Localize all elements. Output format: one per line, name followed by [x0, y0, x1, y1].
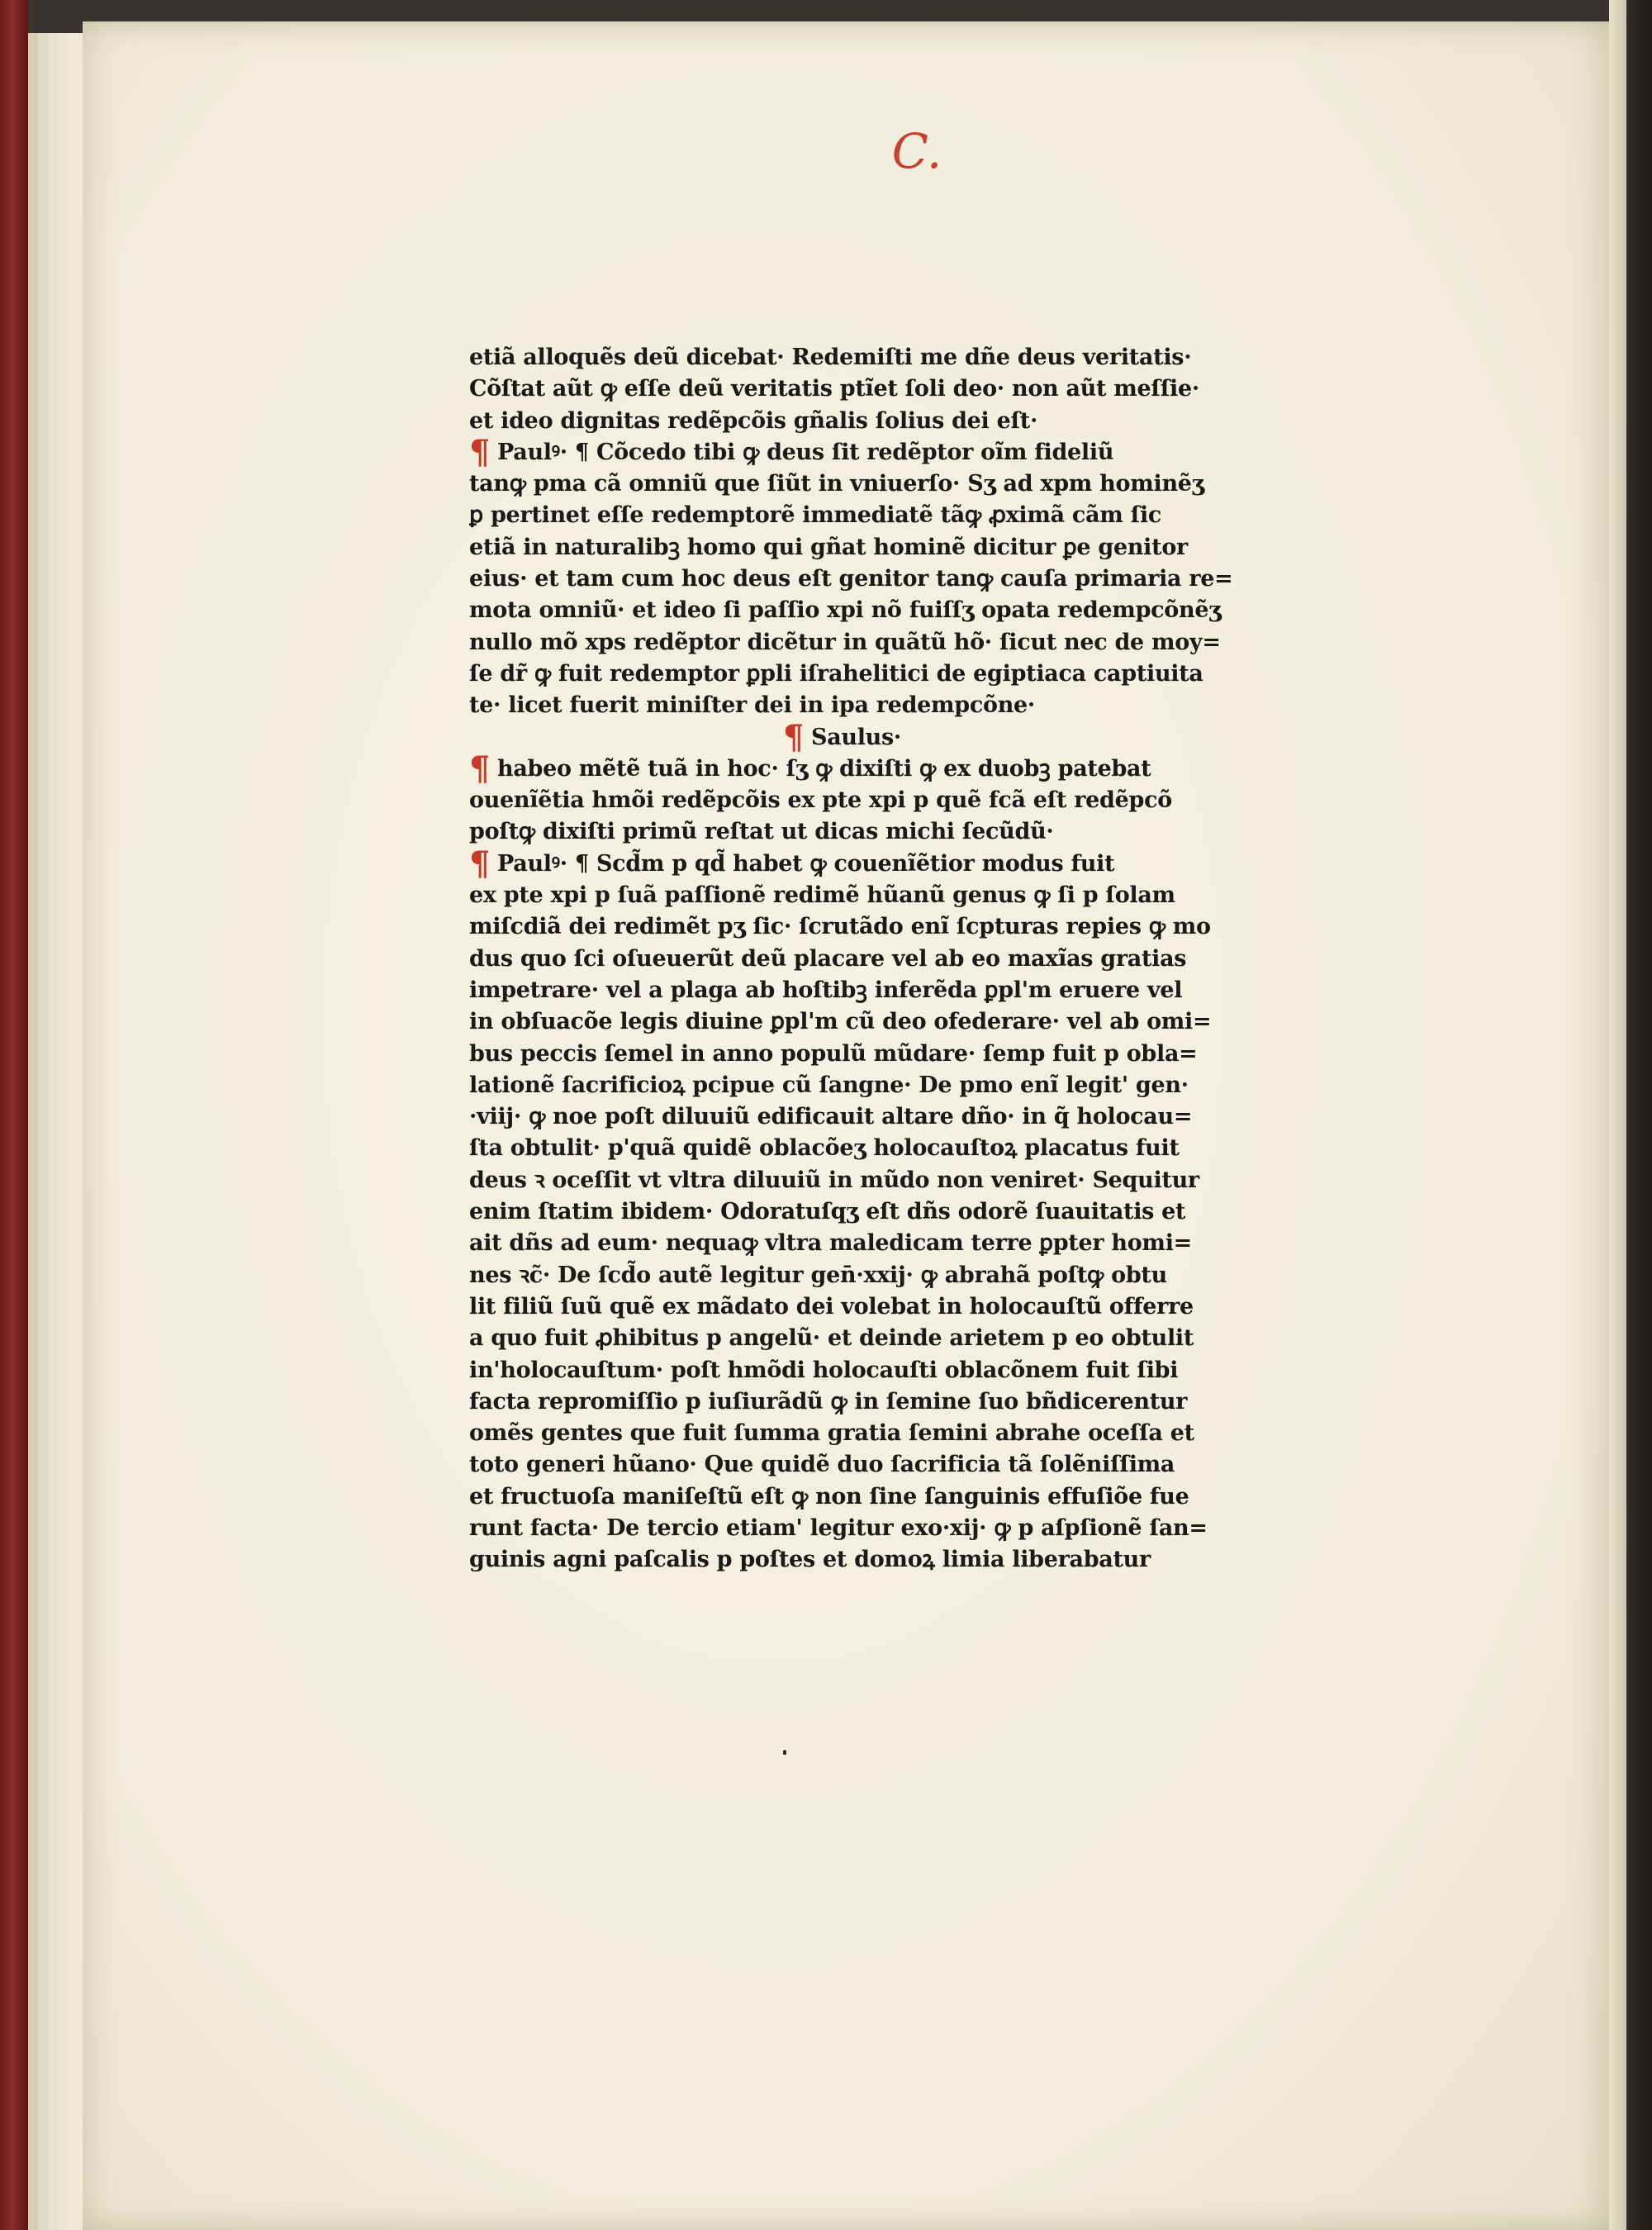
text-line: [469, 1355, 1332, 1386]
text-line-content: tanꝙ pma cã omniũ que ſiũt in vniuerſo· Sʒ ad xpm hominẽʒ: [469, 471, 1204, 497]
text-line-content: Saulus·: [811, 724, 902, 750]
text-line: [469, 563, 1332, 595]
text-line-content: in obſuacõe legis diuine ꝑpl'm cũ deo ofederare· vel ab omi=: [469, 1009, 1212, 1035]
text-line: [469, 1291, 1332, 1323]
text-line-content: ait dñs ad eum· nequaꝙ vltra maledicam terre ꝑpter homi=: [469, 1230, 1192, 1257]
text-line: [469, 1449, 1332, 1481]
text-line-content: toto generi hũano· Que quidẽ duo ſacrificia tã ſolẽniſſima: [469, 1452, 1175, 1478]
text-line-content: mota omniũ· et ideo ſi paſſio xpi nõ fuiſſʒ opata redempcõnẽʒ: [469, 597, 1222, 624]
text-line: [469, 1133, 1332, 1164]
text-line-content: enim ſtatim ibidem· Odoratuſqʒ eſt dñs odorẽ ſuauitatis et: [469, 1199, 1186, 1225]
text-line: [469, 690, 1332, 721]
book-gutter: [1609, 0, 1652, 2230]
text-line-content: etiã in naturalibꝫ homo qui gñat hominẽ dicitur ꝑe genitor: [469, 534, 1188, 560]
text-line-content: poſtꝙ dixiſti primũ reſtat ut dicas michi ſecũdũ·: [469, 819, 1054, 845]
text-line-content: ſe dr̃ ꝙ fuit redemptor ꝑpli iſrahelitici de egiptiaca captiuita: [469, 660, 1203, 687]
text-line: [469, 944, 1332, 975]
text-line: [469, 816, 1332, 848]
text-line-content: etiã alloquẽs deũ dicebat· Redemiſti me dñe deus veritatis·: [469, 345, 1192, 370]
text-line: [469, 1323, 1332, 1354]
text-line: [469, 1196, 1332, 1228]
pilcrow-mark: ¶: [783, 721, 805, 754]
text-line: [469, 1228, 1332, 1259]
text-line: [469, 1039, 1332, 1070]
text-line-content: omẽs gentes que fuit ſumma gratia ſemini abrahe oceſſa et: [469, 1420, 1194, 1447]
text-line-content: et ideo dignitas redẽpcõis gñalis ſolius dei eſt·: [469, 407, 1038, 434]
text-line-content: guinis agni paſcalis p poſtes et domoꝝ limia liberabatur: [469, 1547, 1151, 1573]
text-line-content: Cõſtat aũt ꝙ eſſe deũ veritatis ptĩet ſoli deo· non aũt meſſie·: [469, 376, 1199, 402]
text-line: [469, 1513, 1332, 1544]
text-line-content: ·viij· ꝙ noe poſt diluuiũ edificauit altare dño· in q̃ holocau=: [469, 1104, 1193, 1130]
text-line: [469, 659, 1332, 690]
text-line: [469, 468, 1332, 500]
text-line: [469, 627, 1332, 659]
text-line: [469, 1006, 1332, 1038]
text-line: [469, 1418, 1332, 1449]
text-line-content: ex pte xpi p ſuã paſſionẽ redimẽ hũanũ genus ꝙ ſi p ſolam: [469, 882, 1175, 909]
text-line-content: Paulꝰ· ¶ Cõcedo tibi ꝙ deus ſit redẽptor oĩm fideliũ: [497, 439, 1114, 465]
text-line-content: habeo mẽtẽ tuã in hoc· ſʒ ꝙ dixiſti ꝙ ex duobꝫ patebat: [497, 755, 1151, 782]
text-line-content: lit filiũ ſuũ quẽ ex mãdato dei volebat in holocauſtũ offerre: [469, 1293, 1194, 1319]
ink-mark: [783, 1750, 786, 1755]
text-line: [469, 406, 1332, 437]
text-line: [469, 373, 1332, 405]
text-line: [469, 342, 1332, 373]
text-line-content: impetrare· vel a plaga ab hoſtibꝫ inferẽda ꝑpl'm eruere vel: [469, 977, 1183, 1003]
text-line-content: facta repromiſſio p iuſiurãdũ ꝙ in ſemine ſuo bñdicerentur: [469, 1388, 1188, 1415]
text-line-content: deus ꝛ oceſſit vt vltra diluuiũ in mũdo non veniret· Sequitur: [469, 1167, 1199, 1193]
text-line-content: lationẽ ſacrificioꝝ pcipue cũ ſangne· De pmo enĩ legit' gen·: [469, 1072, 1189, 1098]
text-line-content: te· licet fuerit miniſter dei in ipa redempcõne·: [469, 692, 1036, 719]
text-line: [469, 532, 1332, 563]
text-line-content: nes ꝛc̃· De ſcd̃o autẽ legitur gen̄·xxij· ꝙ abrahã poſtꝙ obtu: [469, 1262, 1167, 1288]
text-line: [469, 500, 1332, 531]
text-block: [469, 342, 1332, 1576]
text-line: [469, 880, 1332, 911]
text-line-content: runt facta· De tercio etiam' legitur exo·xij· ꝙ p aſpſionẽ ſan=: [469, 1514, 1208, 1541]
text-line: [469, 437, 1332, 468]
text-line-content: ꝑ pertinet eſſe redemptorẽ immediatẽ tãꝙ ꝓximã cãm ſic: [469, 502, 1162, 529]
folio-catchword: C.: [891, 123, 942, 179]
text-line: [469, 595, 1332, 626]
pilcrow-mark: ¶: [469, 436, 491, 469]
text-line-content: dus quo ſci oſueuerũt deũ placare vel ab eo maxĩas gratias: [469, 945, 1187, 972]
text-line: [469, 1544, 1332, 1576]
text-line-content: ſta obtulit· p'quã quidẽ oblacõeʒ holocauſtoꝝ placatus fuit: [469, 1135, 1180, 1162]
pilcrow-mark: ¶: [469, 753, 491, 786]
text-line: [469, 1101, 1332, 1133]
text-line: [469, 1386, 1332, 1418]
text-line-content: a quo fuit ꝓhibitus p angelũ· et deinde arietem p eo obtulit: [469, 1325, 1194, 1352]
pilcrow-mark: ¶: [469, 848, 491, 881]
text-line: [469, 1070, 1332, 1101]
text-line: [469, 849, 1332, 880]
text-line: [469, 754, 1332, 785]
text-line: [469, 975, 1332, 1006]
book-cover-edge: [0, 0, 28, 2230]
text-line-content: et fructuoſa maniſeſtũ eſt ꝙ non ſine ſanguinis effuſiõe fue: [469, 1483, 1189, 1510]
text-line-content: in'holocauſtum· poſt hmõdi holocauſti oblacõnem fuit ſibi: [469, 1357, 1179, 1383]
text-line: [469, 911, 1332, 943]
text-line: [469, 1260, 1332, 1291]
text-line-content: miſcdiã dei redimẽt pʒ ſic· ſcrutãdo enĩ ſcpturas repies ꝙ mo: [469, 914, 1211, 940]
text-line-content: nullo mõ xps redẽptor dicẽtur in quãtũ hõ· ſicut nec de moy=: [469, 629, 1221, 655]
text-line-content: Paulꝰ· ¶ Scd̃m p qd̃ habet ꝙ couenĩẽtior modus fuit: [497, 850, 1115, 877]
text-line-content: bus peccis ſemel in anno populũ mũdare· ſemp fuit p obla=: [469, 1040, 1198, 1067]
text-line: [469, 1165, 1332, 1196]
text-line-content: ouenĩẽtia hmõi redẽpcõis ex pte xpi p quẽ fcã eſt redẽpcõ: [469, 787, 1172, 814]
text-line: [469, 1481, 1332, 1513]
text-line: [469, 785, 1332, 816]
text-line-content: eius· et tam cum hoc deus eſt genitor tanꝙ cauſa primaria re=: [469, 566, 1233, 592]
text-line: [469, 722, 1332, 754]
